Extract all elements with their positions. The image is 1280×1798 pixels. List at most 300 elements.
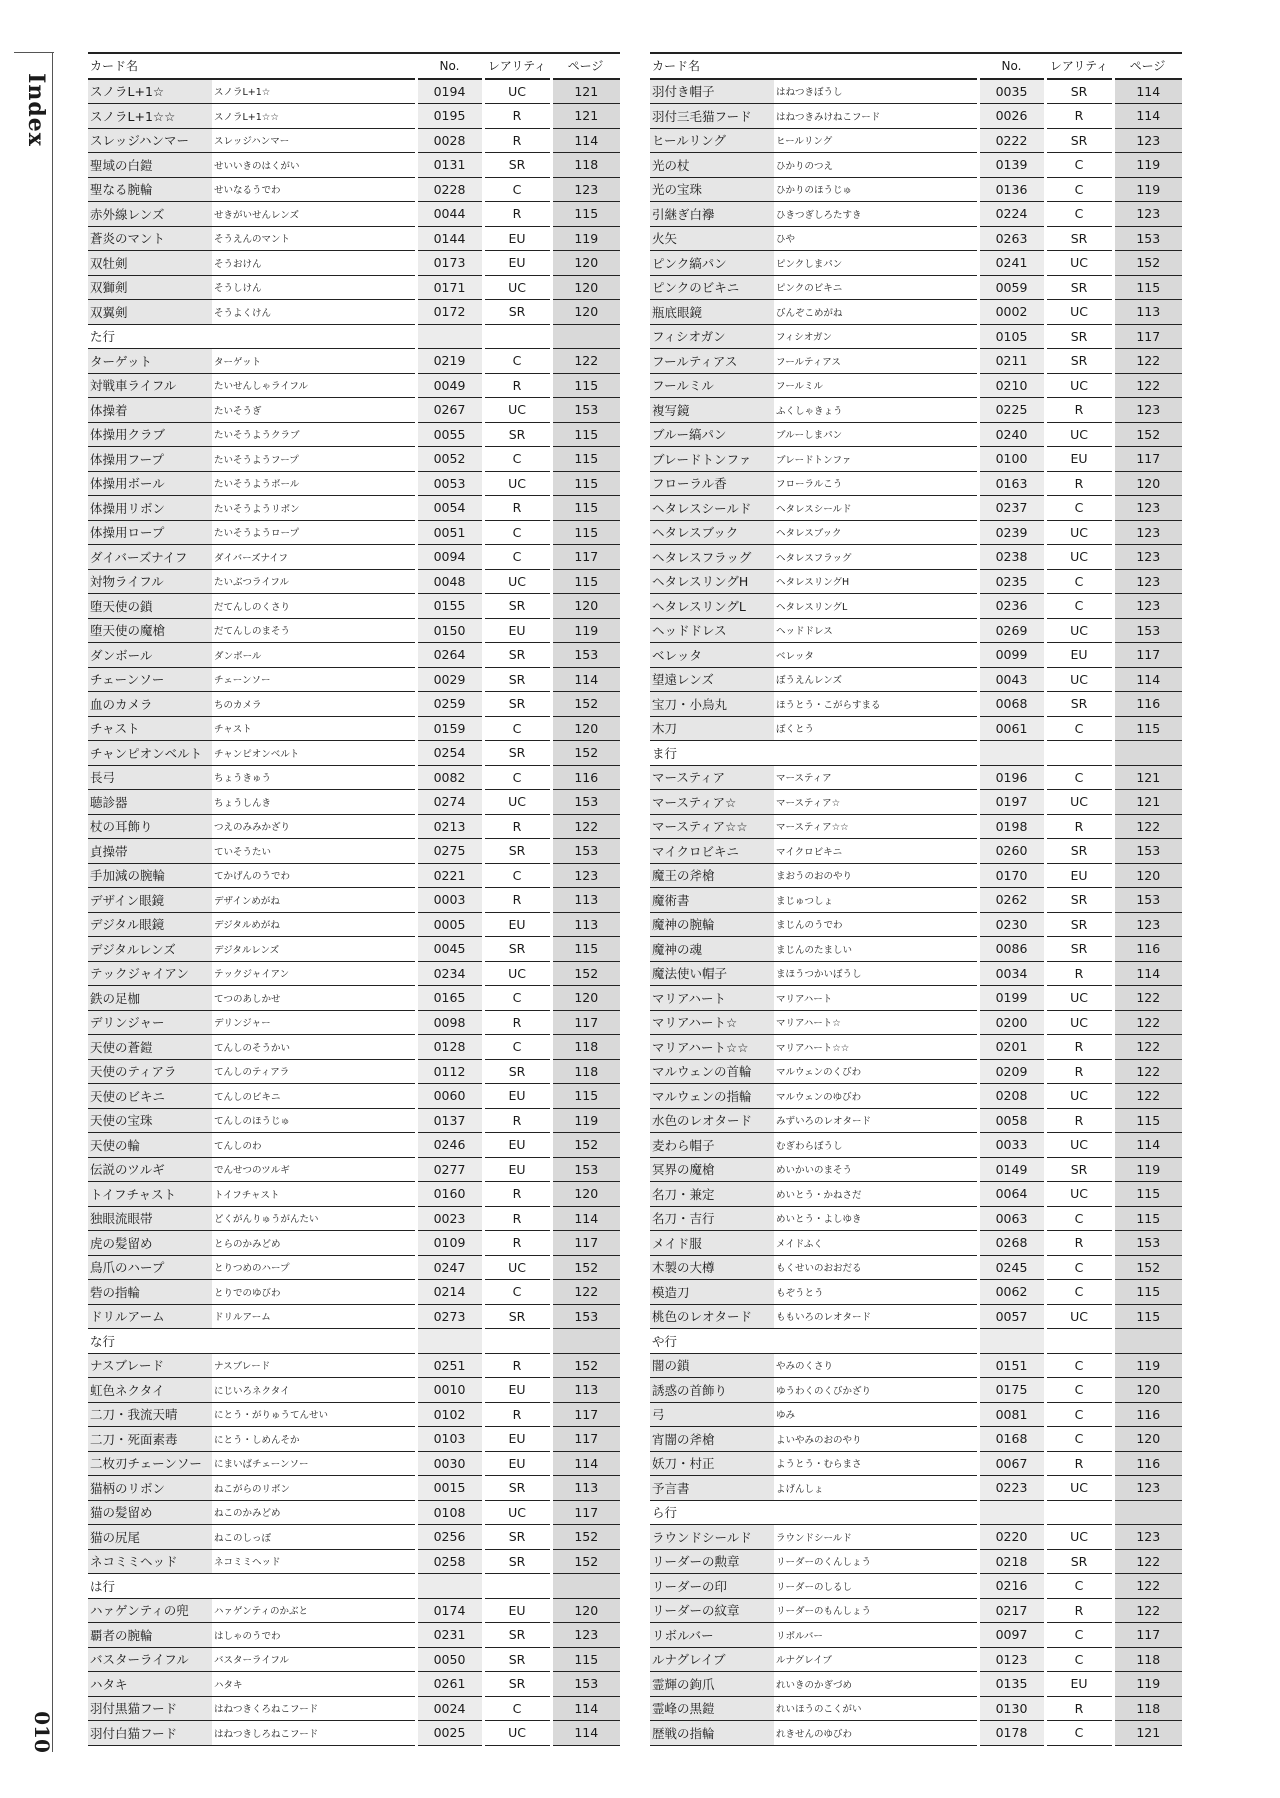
card-rarity: SR — [1045, 275, 1113, 300]
table-row — [650, 177, 1182, 202]
card-number: 0151 — [978, 1353, 1045, 1378]
card-rarity: EU — [483, 1427, 551, 1452]
card-page: 152 — [551, 692, 620, 717]
card-name: 覇者の腕輪 — [88, 1623, 212, 1648]
card-rarity: EU — [483, 1598, 551, 1623]
section-row — [88, 1329, 620, 1354]
card-page: 116 — [1113, 937, 1182, 962]
card-name: ダイバーズナイフ — [88, 545, 212, 570]
card-number: 0128 — [416, 1035, 483, 1060]
table-row — [650, 1721, 1182, 1746]
card-rarity: C — [483, 986, 551, 1011]
table-row — [88, 1549, 620, 1574]
section-row — [650, 1500, 1182, 1525]
card-page: 119 — [551, 226, 620, 251]
card-page: 116 — [1113, 1451, 1182, 1476]
table-row — [88, 1672, 620, 1697]
card-rarity: UC — [1045, 667, 1113, 692]
card-name: 鳥爪のハープ — [88, 1255, 212, 1280]
card-reading: ハァゲンティのかぶと — [212, 1598, 416, 1623]
card-rarity: C — [483, 1035, 551, 1060]
card-number: 0149 — [978, 1157, 1045, 1182]
card-number: 0273 — [416, 1304, 483, 1329]
table-row — [650, 986, 1182, 1011]
card-rarity: R — [483, 373, 551, 398]
card-rarity: R — [1045, 1231, 1113, 1256]
table-row — [650, 373, 1182, 398]
card-name: 赤外線レンズ — [88, 202, 212, 227]
card-rarity: C — [1045, 765, 1113, 790]
card-rarity: R — [1045, 1108, 1113, 1133]
card-reading: せいなるうでわ — [212, 177, 416, 202]
card-rarity: C — [1045, 153, 1113, 178]
card-number: 0033 — [978, 1133, 1045, 1158]
card-rarity: UC — [1045, 373, 1113, 398]
card-number: 0234 — [416, 961, 483, 986]
table-row — [650, 300, 1182, 325]
card-reading: よげんしょ — [774, 1476, 978, 1501]
table-row — [650, 1353, 1182, 1378]
card-reading: ブレードトンファ — [774, 447, 978, 472]
card-name: チェーンソー — [88, 667, 212, 692]
table-row — [88, 104, 620, 129]
table-row — [88, 1647, 620, 1672]
table-row — [650, 398, 1182, 423]
cell-rarity-empty — [1045, 1329, 1113, 1354]
header-no: No. — [416, 53, 483, 79]
cell-page-empty — [551, 1329, 620, 1354]
table-row — [88, 447, 620, 472]
card-page: 120 — [551, 300, 620, 325]
card-name: 誘惑の首飾り — [650, 1378, 774, 1403]
card-reading: チャンピオンベルト — [212, 741, 416, 766]
card-reading: たいそうようリボン — [212, 496, 416, 521]
card-reading: そうえんのマント — [212, 226, 416, 251]
card-number: 0259 — [416, 692, 483, 717]
card-name: 聖域の白鎧 — [88, 153, 212, 178]
card-reading: とりつめのハープ — [212, 1255, 416, 1280]
card-reading: はねつきしろねこフード — [212, 1721, 416, 1746]
card-number: 0131 — [416, 153, 483, 178]
cell-page-empty — [551, 324, 620, 349]
card-number: 0251 — [416, 1353, 483, 1378]
card-number: 0005 — [416, 912, 483, 937]
card-reading: とりでのゆびわ — [212, 1280, 416, 1305]
card-page: 123 — [1113, 594, 1182, 619]
card-reading: スレッジハンマー — [212, 128, 416, 153]
card-rarity: C — [483, 520, 551, 545]
card-rarity: UC — [483, 961, 551, 986]
card-page: 113 — [551, 912, 620, 937]
card-name: マリアハート☆☆ — [650, 1035, 774, 1060]
card-number: 0067 — [978, 1451, 1045, 1476]
card-page: 115 — [551, 471, 620, 496]
card-page: 115 — [1113, 1280, 1182, 1305]
card-reading: ももいろのレオタード — [774, 1304, 978, 1329]
card-page: 153 — [551, 643, 620, 668]
card-rarity: UC — [1045, 300, 1113, 325]
table-row — [650, 104, 1182, 129]
card-name: ピンクのビキニ — [650, 275, 774, 300]
card-number: 0155 — [416, 594, 483, 619]
card-reading: みずいろのレオタード — [774, 1108, 978, 1133]
table-row — [650, 324, 1182, 349]
card-reading: でんせつのツルギ — [212, 1157, 416, 1182]
table-row — [650, 618, 1182, 643]
card-rarity: C — [483, 447, 551, 472]
card-reading: ようとう・むらまさ — [774, 1451, 978, 1476]
card-page: 153 — [551, 1157, 620, 1182]
card-page: 123 — [1113, 912, 1182, 937]
table-row — [650, 545, 1182, 570]
card-rarity: EU — [483, 912, 551, 937]
card-number: 0109 — [416, 1231, 483, 1256]
table-row — [88, 1255, 620, 1280]
card-rarity: R — [1045, 1598, 1113, 1623]
table-row — [650, 912, 1182, 937]
card-name: ヘタレスブック — [650, 520, 774, 545]
card-page: 123 — [1113, 496, 1182, 521]
card-number: 0112 — [416, 1059, 483, 1084]
card-reading: リボルバー — [774, 1623, 978, 1648]
card-name: ネコミミヘッド — [88, 1549, 212, 1574]
card-page: 121 — [1113, 1721, 1182, 1746]
card-rarity: C — [483, 863, 551, 888]
card-page: 153 — [1113, 839, 1182, 864]
table-row — [650, 1084, 1182, 1109]
card-reading: ヘタレスブック — [774, 520, 978, 545]
card-rarity: EU — [1045, 863, 1113, 888]
card-reading: はねつきぼうし — [774, 79, 978, 104]
card-page: 123 — [1113, 1476, 1182, 1501]
card-name: マイクロビキニ — [650, 839, 774, 864]
card-name: デジタルレンズ — [88, 937, 212, 962]
card-reading: ターゲット — [212, 349, 416, 374]
card-reading: デリンジャー — [212, 1010, 416, 1035]
card-page: 117 — [551, 1500, 620, 1525]
table-row — [88, 153, 620, 178]
card-reading: ふくしゃきょう — [774, 398, 978, 423]
table-row — [650, 863, 1182, 888]
card-rarity: UC — [1045, 1084, 1113, 1109]
card-number: 0220 — [978, 1525, 1045, 1550]
card-rarity: C — [1045, 1623, 1113, 1648]
card-name: 猫の髪留め — [88, 1500, 212, 1525]
card-page: 117 — [1113, 447, 1182, 472]
card-number: 0059 — [978, 275, 1045, 300]
table-row — [88, 741, 620, 766]
card-page: 115 — [551, 373, 620, 398]
card-number: 0230 — [978, 912, 1045, 937]
table-row — [650, 447, 1182, 472]
card-name: 名刀・吉行 — [650, 1206, 774, 1231]
card-name: チャンピオンベルト — [88, 741, 212, 766]
card-reading: とらのかみどめ — [212, 1231, 416, 1256]
header-rarity: レアリティ — [483, 53, 551, 79]
card-page: 118 — [551, 1035, 620, 1060]
card-reading: ヘタレスリングH — [774, 569, 978, 594]
card-name: ラウンドシールド — [650, 1525, 774, 1550]
section-heading: な行 — [88, 1329, 416, 1354]
card-rarity: C — [1045, 1647, 1113, 1672]
card-number: 0239 — [978, 520, 1045, 545]
card-name: 羽付き帽子 — [650, 79, 774, 104]
card-page: 152 — [551, 1133, 620, 1158]
card-page: 123 — [1113, 1525, 1182, 1550]
card-reading: マリアハート — [774, 986, 978, 1011]
table-row — [88, 618, 620, 643]
card-rarity: SR — [483, 692, 551, 717]
card-rarity: C — [1045, 1721, 1113, 1746]
card-number: 0201 — [978, 1035, 1045, 1060]
card-page: 122 — [1113, 1010, 1182, 1035]
table-header-row — [88, 53, 620, 79]
card-page: 123 — [1113, 128, 1182, 153]
card-reading: マルウェンのくびわ — [774, 1059, 978, 1084]
card-reading: そうしけん — [212, 275, 416, 300]
card-name: テックジャイアン — [88, 961, 212, 986]
card-reading: ヘタレスフラッグ — [774, 545, 978, 570]
card-reading: びんぞこめがね — [774, 300, 978, 325]
header-rarity: レアリティ — [1045, 53, 1113, 79]
card-rarity: SR — [483, 594, 551, 619]
card-reading: リーダーのくんしょう — [774, 1549, 978, 1574]
card-reading: ひきつぎしろたすき — [774, 202, 978, 227]
card-reading: ひかりのほうじゅ — [774, 177, 978, 202]
table-row — [650, 937, 1182, 962]
table-row — [88, 1108, 620, 1133]
card-page: 122 — [1113, 1035, 1182, 1060]
card-reading: ちのカメラ — [212, 692, 416, 717]
card-page: 120 — [551, 594, 620, 619]
card-rarity: UC — [483, 79, 551, 104]
card-rarity: C — [483, 716, 551, 741]
card-reading: てかげんのうでわ — [212, 863, 416, 888]
card-number: 0137 — [416, 1108, 483, 1133]
table-row — [88, 471, 620, 496]
card-number: 0236 — [978, 594, 1045, 619]
card-number: 0214 — [416, 1280, 483, 1305]
card-reading: めいとう・かねさだ — [774, 1182, 978, 1207]
card-rarity: SR — [1045, 1549, 1113, 1574]
table-row — [88, 716, 620, 741]
card-page: 116 — [1113, 692, 1182, 717]
card-page: 114 — [551, 1696, 620, 1721]
card-number: 0160 — [416, 1182, 483, 1207]
card-name: 妖刀・村正 — [650, 1451, 774, 1476]
card-name: 宵闇の斧槍 — [650, 1427, 774, 1452]
card-page: 115 — [1113, 275, 1182, 300]
card-name: 木製の大樽 — [650, 1255, 774, 1280]
card-name: 体操用フープ — [88, 447, 212, 472]
card-number: 0015 — [416, 1476, 483, 1501]
card-rarity: R — [1045, 1696, 1113, 1721]
table-row — [88, 1598, 620, 1623]
card-name: 体操用ボール — [88, 471, 212, 496]
card-rarity: EU — [1045, 1672, 1113, 1697]
section-heading: た行 — [88, 324, 416, 349]
card-reading: どくがんりゅうがんたい — [212, 1206, 416, 1231]
card-name: デリンジャー — [88, 1010, 212, 1035]
card-page: 119 — [1113, 153, 1182, 178]
card-reading: ぼくとう — [774, 716, 978, 741]
card-rarity: R — [1045, 471, 1113, 496]
card-name: 宝刀・小烏丸 — [650, 692, 774, 717]
card-reading: マリアハート☆☆ — [774, 1035, 978, 1060]
card-page: 152 — [551, 1255, 620, 1280]
card-name: 天使の輪 — [88, 1133, 212, 1158]
card-reading: フローラルこう — [774, 471, 978, 496]
card-reading: ピンクしまパン — [774, 251, 978, 276]
card-number: 0052 — [416, 447, 483, 472]
index-table-left — [88, 52, 620, 1746]
card-number: 0023 — [416, 1206, 483, 1231]
card-name: 堕天使の魔槍 — [88, 618, 212, 643]
card-page: 120 — [551, 716, 620, 741]
card-page: 152 — [551, 1549, 620, 1574]
card-number: 0053 — [416, 471, 483, 496]
card-number: 0198 — [978, 814, 1045, 839]
card-reading: はしゃのうでわ — [212, 1623, 416, 1648]
card-number: 0049 — [416, 373, 483, 398]
card-name: 猫柄のリボン — [88, 1476, 212, 1501]
section-heading: ま行 — [650, 741, 978, 766]
table-row — [650, 765, 1182, 790]
card-number: 0256 — [416, 1525, 483, 1550]
card-page: 121 — [551, 104, 620, 129]
card-name: 体操用リボン — [88, 496, 212, 521]
card-number: 0178 — [978, 1721, 1045, 1746]
card-name: 杖の耳飾り — [88, 814, 212, 839]
card-reading: にとう・しめんそか — [212, 1427, 416, 1452]
card-page: 123 — [551, 177, 620, 202]
card-reading: たいそうようフープ — [212, 447, 416, 472]
card-name: ダンボール — [88, 643, 212, 668]
card-name: 闇の鎖 — [650, 1353, 774, 1378]
table-row — [650, 1476, 1182, 1501]
card-number: 0217 — [978, 1598, 1045, 1623]
card-name: 火矢 — [650, 226, 774, 251]
card-page: 118 — [551, 153, 620, 178]
table-row — [650, 1035, 1182, 1060]
card-name: ピンク縞パン — [650, 251, 774, 276]
card-rarity: R — [483, 1108, 551, 1133]
card-page: 122 — [551, 349, 620, 374]
card-reading: ヘッドドレス — [774, 618, 978, 643]
card-name: 引継ぎ白襷 — [650, 202, 774, 227]
card-number: 0195 — [416, 104, 483, 129]
card-reading: マイクロビキニ — [774, 839, 978, 864]
card-number: 0060 — [416, 1084, 483, 1109]
card-page: 115 — [1113, 1206, 1182, 1231]
card-page: 153 — [1113, 888, 1182, 913]
card-reading: だてんしのくさり — [212, 594, 416, 619]
card-rarity: SR — [1045, 349, 1113, 374]
card-name: バスターライフル — [88, 1647, 212, 1672]
cell-no-empty — [416, 1574, 483, 1599]
table-row — [88, 398, 620, 423]
table-row — [88, 1402, 620, 1427]
table-row — [88, 790, 620, 815]
header-page: ページ — [1113, 53, 1182, 79]
table-row — [88, 1353, 620, 1378]
card-reading: れいきのかぎづめ — [774, 1672, 978, 1697]
card-page: 114 — [1113, 961, 1182, 986]
card-number: 0173 — [416, 251, 483, 276]
page-number: 010 — [30, 1711, 54, 1753]
table-row — [88, 667, 620, 692]
card-page: 115 — [1113, 1108, 1182, 1133]
card-rarity: C — [1045, 1378, 1113, 1403]
card-name: ヘタレスリングH — [650, 569, 774, 594]
card-rarity: R — [483, 104, 551, 129]
table-row — [650, 128, 1182, 153]
card-page: 152 — [1113, 422, 1182, 447]
card-name: 血のカメラ — [88, 692, 212, 717]
card-number: 0200 — [978, 1010, 1045, 1035]
card-reading: スノラL+1☆ — [212, 79, 416, 104]
card-rarity: SR — [483, 1549, 551, 1574]
card-name: スレッジハンマー — [88, 128, 212, 153]
card-page: 114 — [551, 1451, 620, 1476]
card-name: マースティア☆☆ — [650, 814, 774, 839]
card-rarity: SR — [1045, 128, 1113, 153]
card-number: 0159 — [416, 716, 483, 741]
card-rarity: C — [483, 545, 551, 570]
card-reading: たいぶつライフル — [212, 569, 416, 594]
card-rarity: R — [483, 814, 551, 839]
card-number: 0254 — [416, 741, 483, 766]
card-number: 0068 — [978, 692, 1045, 717]
card-number: 0055 — [416, 422, 483, 447]
card-rarity: C — [1045, 1206, 1113, 1231]
card-rarity: SR — [483, 1647, 551, 1672]
card-page: 120 — [1113, 471, 1182, 496]
card-page: 119 — [1113, 1157, 1182, 1182]
table-row — [650, 496, 1182, 521]
card-number: 0058 — [978, 1108, 1045, 1133]
card-number: 0030 — [416, 1451, 483, 1476]
card-number: 0002 — [978, 300, 1045, 325]
section-row — [88, 324, 620, 349]
card-number: 0043 — [978, 667, 1045, 692]
card-number: 0223 — [978, 1476, 1045, 1501]
card-name: 虎の髪留め — [88, 1231, 212, 1256]
header-page: ページ — [551, 53, 620, 79]
card-reading: てんしのビキニ — [212, 1084, 416, 1109]
card-name: 双牡剣 — [88, 251, 212, 276]
card-reading: ひや — [774, 226, 978, 251]
card-number: 0081 — [978, 1402, 1045, 1427]
card-name: トイフチャスト — [88, 1182, 212, 1207]
card-reading: ほうとう・こがらすまる — [774, 692, 978, 717]
card-page: 122 — [551, 814, 620, 839]
table-row — [88, 1525, 620, 1550]
card-number: 0103 — [416, 1427, 483, 1452]
card-reading: マルウェンのゆびわ — [774, 1084, 978, 1109]
card-page: 115 — [1113, 1182, 1182, 1207]
table-row — [650, 594, 1182, 619]
card-rarity: SR — [1045, 324, 1113, 349]
table-row — [650, 1133, 1182, 1158]
card-rarity: SR — [1045, 79, 1113, 104]
card-rarity: SR — [1045, 1157, 1113, 1182]
table-row — [650, 471, 1182, 496]
card-rarity: R — [1045, 1451, 1113, 1476]
card-page: 120 — [1113, 1378, 1182, 1403]
table-row — [88, 1182, 620, 1207]
table-row — [650, 1647, 1182, 1672]
